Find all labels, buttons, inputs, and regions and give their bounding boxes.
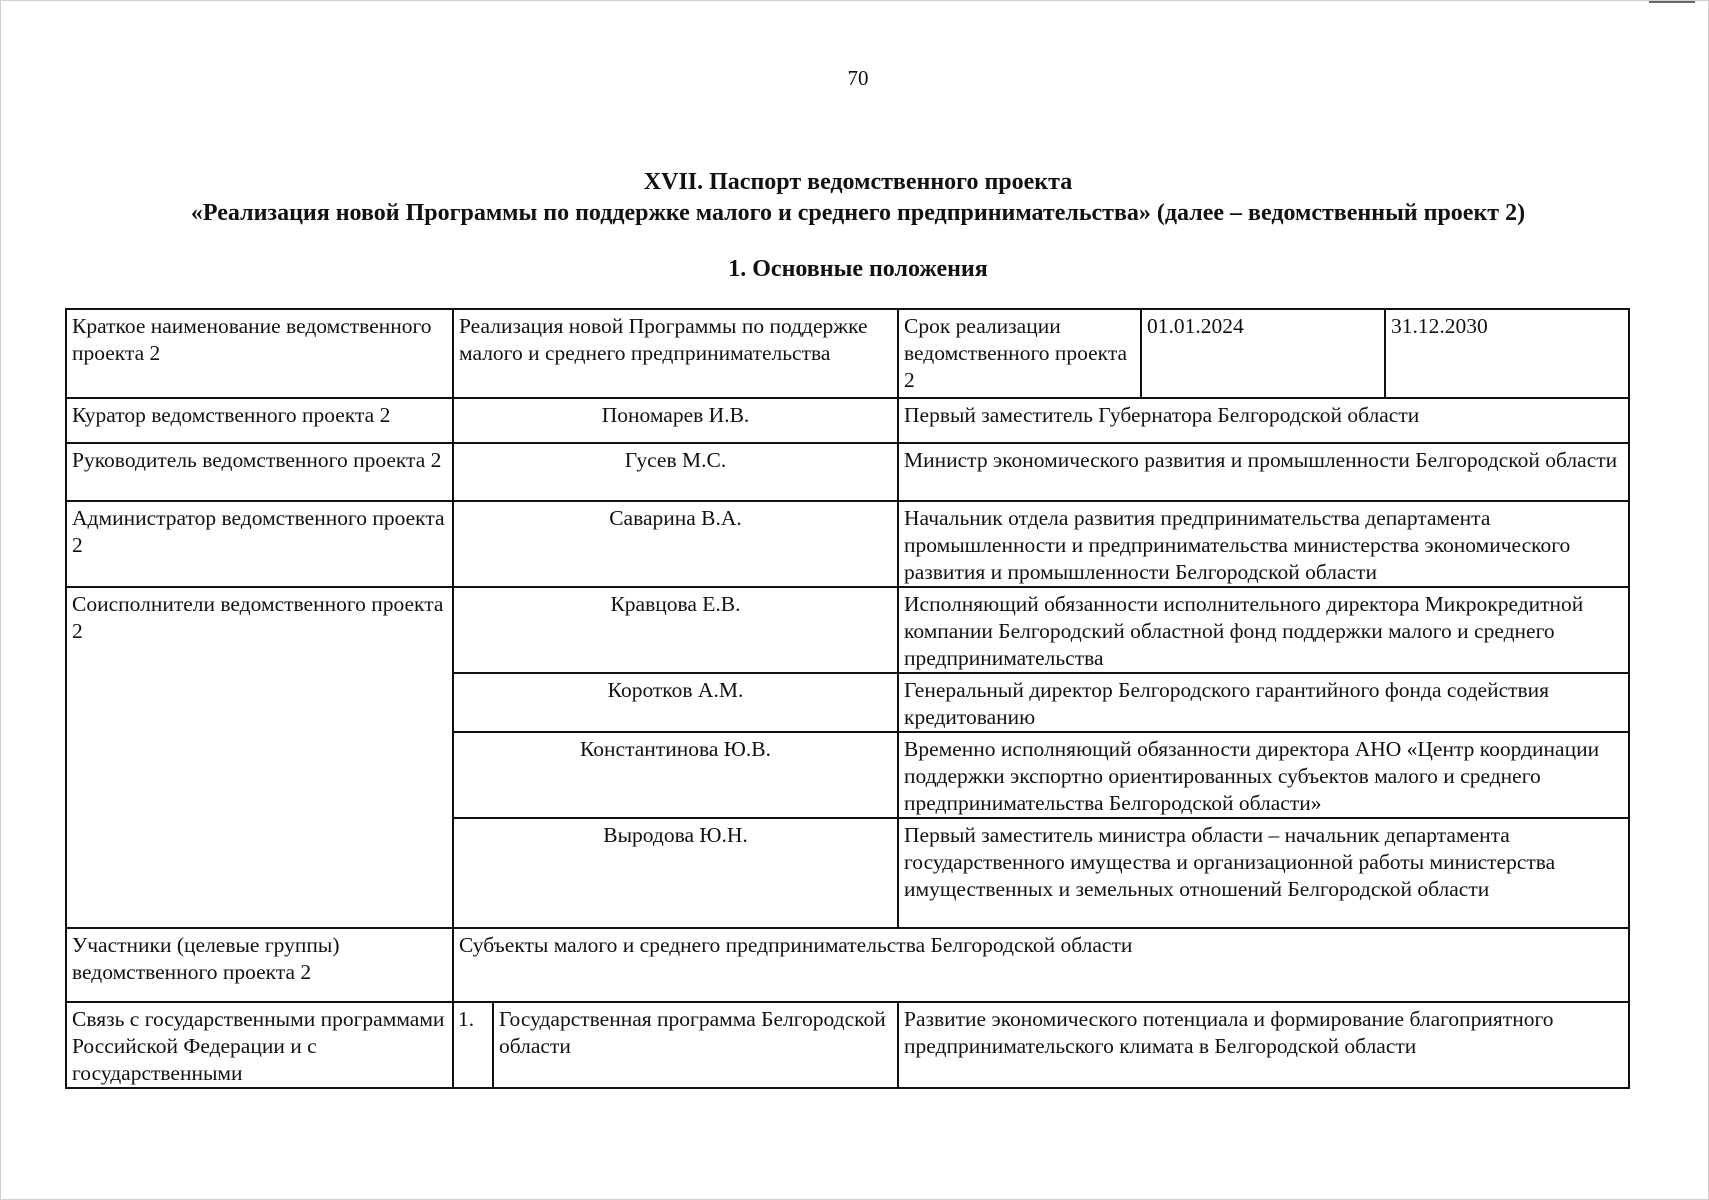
participants-label: Участники (целевые группы) ведомственного проекта 2 bbox=[66, 928, 453, 1002]
head-position: Министр экономического развития и промышленности Белгородской области bbox=[898, 443, 1629, 501]
term-label: Срок реализации ведомственного проекта 2 bbox=[898, 309, 1141, 398]
curator-label: Куратор ведомственного проекта 2 bbox=[66, 398, 453, 443]
coexecutor-position: Временно исполняющий обязанности директора АНО «Центр координации поддержки экспортно ориентированных субъектов малого и среднего предпринимательства Белгородской области» bbox=[898, 732, 1629, 818]
table-row bbox=[66, 309, 1629, 398]
table-row bbox=[66, 928, 1629, 1002]
coexecutor-name: Константинова Ю.В. bbox=[453, 732, 898, 818]
program-link-number: 1. bbox=[453, 1002, 493, 1088]
coexecutor-position: Первый заместитель министра области – начальник департамента государственного имущества и организационной работы министерства имущественных и земельных отношений Белгородской области bbox=[898, 818, 1629, 928]
project-passport-table bbox=[65, 308, 1630, 1089]
project-title: «Реализация новой Программы по поддержке малого и среднего предпринимательства» (далее – ведомственный проект 2) bbox=[190, 200, 1526, 226]
page-number: 70 bbox=[847, 66, 869, 90]
curator-name: Пономарев И.В. bbox=[453, 398, 898, 443]
program-link-name: Государственная программа Белгородской области bbox=[493, 1002, 898, 1088]
table-row bbox=[66, 1002, 1629, 1088]
subsection-title: 1. Основные положения bbox=[728, 256, 988, 282]
table-row bbox=[66, 398, 1629, 443]
coexecutors-label: Соисполнители ведомственного проекта 2 bbox=[66, 587, 453, 928]
participants-value: Субъекты малого и среднего предпринимательства Белгородской области bbox=[453, 928, 1629, 1002]
table-row bbox=[66, 501, 1629, 587]
short-name-value: Реализация новой Программы по поддержке малого и среднего предпринимательства bbox=[453, 309, 898, 398]
coexecutor-position: Генеральный директор Белгородского гарантийного фонда содействия кредитованию bbox=[898, 673, 1629, 732]
coexecutor-position: Исполняющий обязанности исполнительного директора Микрокредитной компании Белгородский областной фонд поддержки малого и среднего предпринимательства bbox=[898, 587, 1629, 673]
coexecutor-name: Выродова Ю.Н. bbox=[453, 818, 898, 928]
term-start: 01.01.2024 bbox=[1141, 309, 1385, 398]
short-name-label: Краткое наименование ведомственного проекта 2 bbox=[66, 309, 453, 398]
term-end: 31.12.2030 bbox=[1385, 309, 1629, 398]
head-name: Гусев М.С. bbox=[453, 443, 898, 501]
section-title: XVII. Паспорт ведомственного проекта bbox=[643, 169, 1073, 195]
program-link-label: Связь с государственными программами Российской Федерации и с государственными bbox=[66, 1002, 453, 1088]
table-row bbox=[66, 587, 1629, 673]
curator-position: Первый заместитель Губернатора Белгородской области bbox=[898, 398, 1629, 443]
admin-name: Саварина В.А. bbox=[453, 501, 898, 587]
head-label: Руководитель ведомственного проекта 2 bbox=[66, 443, 453, 501]
coexecutor-name: Коротков А.М. bbox=[453, 673, 898, 732]
coexecutor-name: Кравцова Е.В. bbox=[453, 587, 898, 673]
program-link-goal: Развитие экономического потенциала и формирование благоприятного предпринимательского климата в Белгородской области bbox=[898, 1002, 1629, 1088]
scan-mark bbox=[1649, 1, 1695, 3]
table-row bbox=[66, 443, 1629, 501]
admin-position: Начальник отдела развития предпринимательства департамента промышленности и предпринимательства министерства экономического развития и промышленности Белгородской области bbox=[898, 501, 1629, 587]
admin-label: Администратор ведомственного проекта 2 bbox=[66, 501, 453, 587]
